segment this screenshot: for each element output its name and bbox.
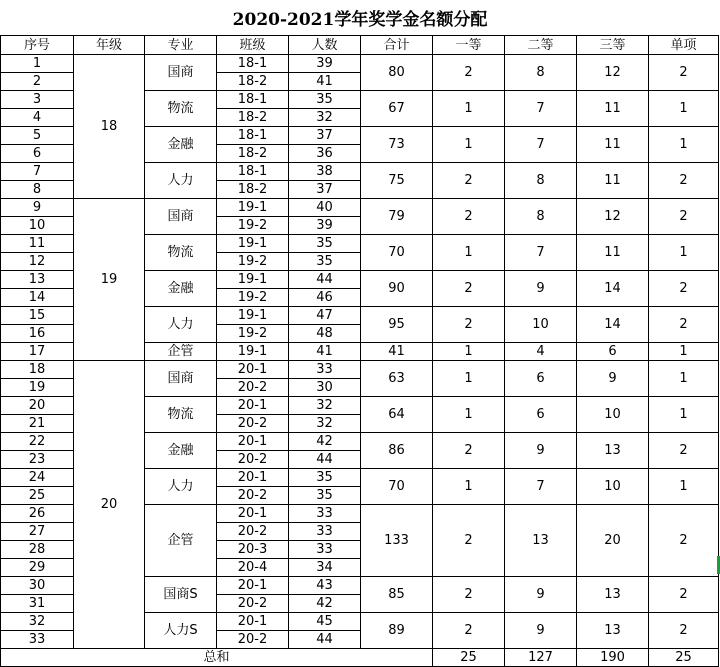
count-cell: 40: [289, 199, 361, 217]
count-cell: 30: [289, 379, 361, 397]
seq-cell: 13: [1, 271, 74, 289]
seq-cell: 20: [1, 397, 74, 415]
total-cell: 133: [361, 505, 433, 577]
class-cell: 20-1: [217, 433, 289, 451]
count-cell: 35: [289, 253, 361, 271]
count-cell: 43: [289, 577, 361, 595]
first-prize-cell: 2: [433, 55, 505, 91]
first-prize-cell: 2: [433, 505, 505, 577]
count-cell: 33: [289, 505, 361, 523]
header-cell-single: 单项: [649, 36, 719, 55]
seq-cell: 27: [1, 523, 74, 541]
second-prize-cell: 6: [505, 361, 577, 397]
first-prize-cell: 1: [433, 397, 505, 433]
class-cell: 19-1: [217, 235, 289, 253]
single-award-cell: 1: [649, 397, 719, 433]
class-cell: 20-1: [217, 469, 289, 487]
major-cell: 国商S: [145, 577, 217, 613]
third-prize-cell: 6: [577, 343, 649, 361]
class-cell: 19-1: [217, 307, 289, 325]
class-cell: 19-2: [217, 253, 289, 271]
total-cell: 41: [361, 343, 433, 361]
major-cell: 企管: [145, 343, 217, 361]
table-body: [1, 36, 719, 667]
table-row: [1, 361, 719, 379]
count-cell: 35: [289, 91, 361, 109]
header-cell-major: 专业: [145, 36, 217, 55]
header-row: [1, 36, 719, 55]
header-cell-total: 合计: [361, 36, 433, 55]
major-cell: 人力: [145, 163, 217, 199]
total-cell: 79: [361, 199, 433, 235]
class-cell: 18-2: [217, 145, 289, 163]
total-cell: 70: [361, 469, 433, 505]
first-prize-cell: 2: [433, 433, 505, 469]
second-prize-cell: 13: [505, 505, 577, 577]
major-cell: 物流: [145, 397, 217, 433]
count-cell: 32: [289, 109, 361, 127]
single-award-cell: 2: [649, 307, 719, 343]
class-cell: 19-2: [217, 217, 289, 235]
class-cell: 18-1: [217, 127, 289, 145]
second-prize-cell: 10: [505, 307, 577, 343]
seq-cell: 9: [1, 199, 74, 217]
total-cell: 89: [361, 613, 433, 649]
total-label-cell: 总和: [1, 649, 433, 667]
class-cell: 20-4: [217, 559, 289, 577]
first-prize-cell: 2: [433, 163, 505, 199]
first-prize-cell: 1: [433, 469, 505, 505]
seq-cell: 2: [1, 73, 74, 91]
class-cell: 20-2: [217, 595, 289, 613]
class-cell: 20-2: [217, 631, 289, 649]
count-cell: 35: [289, 235, 361, 253]
third-prize-cell: 11: [577, 127, 649, 163]
count-cell: 37: [289, 127, 361, 145]
single-award-cell: 1: [649, 343, 719, 361]
class-cell: 19-1: [217, 271, 289, 289]
seq-cell: 16: [1, 325, 74, 343]
single-award-cell: 1: [649, 469, 719, 505]
class-cell: 20-1: [217, 613, 289, 631]
count-cell: 33: [289, 541, 361, 559]
second-prize-cell: 9: [505, 271, 577, 307]
third-prize-cell: 10: [577, 469, 649, 505]
third-prize-cell: 11: [577, 235, 649, 271]
count-cell: 42: [289, 595, 361, 613]
single-award-cell: 2: [649, 577, 719, 613]
class-cell: 20-2: [217, 379, 289, 397]
single-award-cell: 1: [649, 127, 719, 163]
total-cell: 64: [361, 397, 433, 433]
first-prize-cell: 1: [433, 343, 505, 361]
count-cell: 35: [289, 487, 361, 505]
first-prize-cell: 1: [433, 235, 505, 271]
year-cell: 19: [74, 199, 145, 361]
total-row: [1, 649, 719, 667]
count-cell: 36: [289, 145, 361, 163]
seq-cell: 31: [1, 595, 74, 613]
seq-cell: 10: [1, 217, 74, 235]
seq-cell: 21: [1, 415, 74, 433]
total-cell: 85: [361, 577, 433, 613]
count-cell: 48: [289, 325, 361, 343]
class-cell: 18-2: [217, 109, 289, 127]
class-cell: 18-1: [217, 163, 289, 181]
class-cell: 19-1: [217, 343, 289, 361]
total-cell: 80: [361, 55, 433, 91]
total-cell: 73: [361, 127, 433, 163]
seq-cell: 24: [1, 469, 74, 487]
first-prize-cell: 2: [433, 199, 505, 235]
table-row: [1, 55, 719, 73]
total-second-cell: 127: [505, 649, 577, 667]
single-award-cell: 2: [649, 55, 719, 91]
class-cell: 18-2: [217, 73, 289, 91]
single-award-cell: 1: [649, 91, 719, 127]
class-cell: 19-1: [217, 199, 289, 217]
header-cell-year: 年级: [74, 36, 145, 55]
class-cell: 20-1: [217, 505, 289, 523]
single-award-cell: 1: [649, 235, 719, 271]
total-third-cell: 190: [577, 649, 649, 667]
count-cell: 34: [289, 559, 361, 577]
class-cell: 20-2: [217, 451, 289, 469]
second-prize-cell: 9: [505, 613, 577, 649]
seq-cell: 25: [1, 487, 74, 505]
single-award-cell: 2: [649, 505, 719, 577]
first-prize-cell: 2: [433, 307, 505, 343]
single-award-cell: 2: [649, 199, 719, 235]
total-single-cell: 25: [649, 649, 719, 667]
seq-cell: 11: [1, 235, 74, 253]
sheet-title: 2020-2021学年奖学金名额分配: [232, 10, 488, 30]
third-prize-cell: 9: [577, 361, 649, 397]
first-prize-cell: 2: [433, 577, 505, 613]
seq-cell: 12: [1, 253, 74, 271]
count-cell: 38: [289, 163, 361, 181]
count-cell: 32: [289, 397, 361, 415]
count-cell: 39: [289, 217, 361, 235]
major-cell: 国商: [145, 55, 217, 91]
major-cell: 金融: [145, 127, 217, 163]
seq-cell: 28: [1, 541, 74, 559]
count-cell: 47: [289, 307, 361, 325]
major-cell: 人力: [145, 469, 217, 505]
seq-cell: 1: [1, 55, 74, 73]
header-cell-third: 三等: [577, 36, 649, 55]
major-cell: 国商: [145, 361, 217, 397]
major-cell: 物流: [145, 91, 217, 127]
seq-cell: 3: [1, 91, 74, 109]
class-cell: 20-3: [217, 541, 289, 559]
third-prize-cell: 13: [577, 433, 649, 469]
single-award-cell: 1: [649, 361, 719, 397]
third-prize-cell: 13: [577, 613, 649, 649]
seq-cell: 32: [1, 613, 74, 631]
total-first-cell: 25: [433, 649, 505, 667]
count-cell: 44: [289, 451, 361, 469]
class-cell: 20-1: [217, 361, 289, 379]
first-prize-cell: 2: [433, 271, 505, 307]
total-cell: 70: [361, 235, 433, 271]
count-cell: 35: [289, 469, 361, 487]
seq-cell: 8: [1, 181, 74, 199]
seq-cell: 19: [1, 379, 74, 397]
single-award-cell: 2: [649, 271, 719, 307]
first-prize-cell: 1: [433, 127, 505, 163]
count-cell: 44: [289, 631, 361, 649]
total-cell: 67: [361, 91, 433, 127]
third-prize-cell: 13: [577, 577, 649, 613]
second-prize-cell: 7: [505, 235, 577, 271]
seq-cell: 18: [1, 361, 74, 379]
seq-cell: 17: [1, 343, 74, 361]
major-cell: 人力: [145, 307, 217, 343]
first-prize-cell: 1: [433, 91, 505, 127]
count-cell: 33: [289, 523, 361, 541]
header-cell-second: 二等: [505, 36, 577, 55]
class-cell: 20-2: [217, 487, 289, 505]
seq-cell: 22: [1, 433, 74, 451]
year-cell: 20: [74, 361, 145, 649]
second-prize-cell: 7: [505, 469, 577, 505]
count-cell: 39: [289, 55, 361, 73]
total-cell: 95: [361, 307, 433, 343]
major-cell: 金融: [145, 271, 217, 307]
seq-cell: 4: [1, 109, 74, 127]
class-cell: 20-1: [217, 577, 289, 595]
single-award-cell: 2: [649, 613, 719, 649]
major-cell: 企管: [145, 505, 217, 577]
first-prize-cell: 1: [433, 361, 505, 397]
header-cell-first: 一等: [433, 36, 505, 55]
table-row: [1, 199, 719, 217]
seq-cell: 14: [1, 289, 74, 307]
seq-cell: 30: [1, 577, 74, 595]
second-prize-cell: 7: [505, 91, 577, 127]
class-cell: 18-1: [217, 91, 289, 109]
count-cell: 46: [289, 289, 361, 307]
third-prize-cell: 11: [577, 91, 649, 127]
third-prize-cell: 12: [577, 55, 649, 91]
seq-cell: 26: [1, 505, 74, 523]
second-prize-cell: 9: [505, 577, 577, 613]
second-prize-cell: 6: [505, 397, 577, 433]
count-cell: 32: [289, 415, 361, 433]
class-cell: 18-2: [217, 181, 289, 199]
second-prize-cell: 8: [505, 199, 577, 235]
seq-cell: 33: [1, 631, 74, 649]
seq-cell: 7: [1, 163, 74, 181]
allocation-table: [0, 35, 719, 667]
year-cell: 18: [74, 55, 145, 199]
single-award-cell: 2: [649, 433, 719, 469]
major-cell: 金融: [145, 433, 217, 469]
second-prize-cell: 7: [505, 127, 577, 163]
third-prize-cell: 14: [577, 307, 649, 343]
single-award-cell: 2: [649, 163, 719, 199]
count-cell: 33: [289, 361, 361, 379]
class-cell: 20-2: [217, 523, 289, 541]
class-cell: 20-2: [217, 415, 289, 433]
header-cell-count: 人数: [289, 36, 361, 55]
count-cell: 45: [289, 613, 361, 631]
seq-cell: 23: [1, 451, 74, 469]
third-prize-cell: 14: [577, 271, 649, 307]
count-cell: 44: [289, 271, 361, 289]
count-cell: 42: [289, 433, 361, 451]
major-cell: 人力S: [145, 613, 217, 649]
first-prize-cell: 2: [433, 613, 505, 649]
seq-cell: 29: [1, 559, 74, 577]
third-prize-cell: 10: [577, 397, 649, 433]
seq-cell: 6: [1, 145, 74, 163]
major-cell: 国商: [145, 199, 217, 235]
third-prize-cell: 12: [577, 199, 649, 235]
second-prize-cell: 4: [505, 343, 577, 361]
count-cell: 41: [289, 73, 361, 91]
count-cell: 37: [289, 181, 361, 199]
class-cell: 19-2: [217, 325, 289, 343]
seq-cell: 5: [1, 127, 74, 145]
count-cell: 41: [289, 343, 361, 361]
class-cell: 20-1: [217, 397, 289, 415]
header-cell-class: 班级: [217, 36, 289, 55]
second-prize-cell: 8: [505, 163, 577, 199]
header-cell-seq: 序号: [1, 36, 74, 55]
total-cell: 90: [361, 271, 433, 307]
third-prize-cell: 20: [577, 505, 649, 577]
major-cell: 物流: [145, 235, 217, 271]
third-prize-cell: 11: [577, 163, 649, 199]
seq-cell: 15: [1, 307, 74, 325]
total-cell: 86: [361, 433, 433, 469]
total-cell: 63: [361, 361, 433, 397]
second-prize-cell: 9: [505, 433, 577, 469]
total-cell: 75: [361, 163, 433, 199]
second-prize-cell: 8: [505, 55, 577, 91]
class-cell: 19-2: [217, 289, 289, 307]
class-cell: 18-1: [217, 55, 289, 73]
